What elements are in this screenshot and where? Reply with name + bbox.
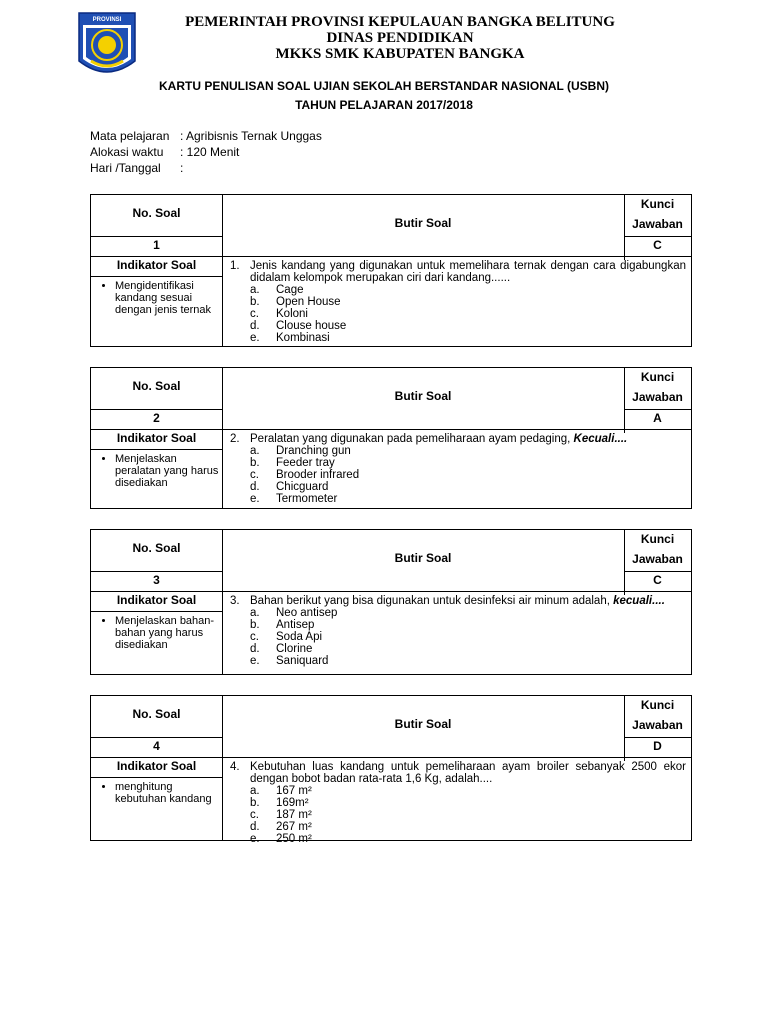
butir-soal-label: Butir Soal <box>394 551 452 565</box>
meta-date-value: : <box>180 161 184 175</box>
option-text: Kombinasi <box>276 332 330 344</box>
option-text: 167 m² <box>276 785 312 797</box>
answer-option <box>250 833 686 845</box>
indikator-label: Indikator Soal <box>116 431 197 445</box>
answer-option <box>250 493 686 505</box>
option-letter: a. <box>250 445 260 457</box>
answer-option <box>250 655 686 667</box>
option-text: Chicguard <box>276 481 329 493</box>
question-keyword: kecuali.... <box>613 595 665 607</box>
option-letter: d. <box>250 320 260 332</box>
option-text: Antisep <box>276 619 315 631</box>
indicator <box>93 781 221 805</box>
meta-date-label: Hari /Tanggal <box>90 161 161 175</box>
question-card <box>90 529 692 675</box>
meta-time-label: Alokasi waktu <box>90 145 164 159</box>
butir-soal-label: Butir Soal <box>394 389 452 403</box>
question-number: 4 <box>153 739 160 753</box>
jawaban-label: Jawaban <box>632 217 683 231</box>
answer-option <box>250 296 686 308</box>
kunci-label: Kunci <box>640 698 675 712</box>
answer-option <box>250 785 686 797</box>
option-text: Brooder infrared <box>276 469 360 481</box>
option-letter: c. <box>250 308 259 320</box>
question-body <box>230 260 686 344</box>
answer-key: A <box>653 411 662 425</box>
document-year: TAHUN PELAJARAN 2017/2018 <box>295 98 473 112</box>
kunci-label: Kunci <box>640 370 675 384</box>
kunci-label: Kunci <box>640 197 675 211</box>
logo-text: PROVINSI <box>92 17 122 23</box>
answer-key: C <box>653 573 662 587</box>
indicator <box>93 615 221 651</box>
no-soal-label: No. Soal <box>132 707 181 721</box>
option-letter: b. <box>250 296 260 308</box>
jawaban-label: Jawaban <box>632 552 683 566</box>
answer-option <box>250 631 686 643</box>
answer-option <box>250 809 686 821</box>
option-letter: d. <box>250 481 260 493</box>
answer-option <box>250 607 686 619</box>
option-text: Open House <box>276 296 341 308</box>
header-line-2: DINAS PENDIDIKAN <box>326 30 474 46</box>
option-text: 187 m² <box>276 809 312 821</box>
option-letter: a. <box>250 284 260 296</box>
option-text: Soda Api <box>276 631 323 643</box>
question-stem: Jenis kandang yang digunakan untuk memelihara ternak dengan cara digabungkan didalam kelompok merupakan ciri dari kandang...... <box>250 260 686 284</box>
answer-option <box>250 332 686 344</box>
indicator-text: • menghitung kebutuhan kandang <box>115 781 221 805</box>
option-text: Feeder tray <box>276 457 335 469</box>
option-letter: c. <box>250 631 259 643</box>
answer-option <box>250 308 686 320</box>
no-soal-label: No. Soal <box>132 541 181 555</box>
meta-time <box>90 145 239 160</box>
option-letter: a. <box>250 607 260 619</box>
no-soal-label: No. Soal <box>132 379 181 393</box>
option-letter: b. <box>250 797 260 809</box>
option-letter: e. <box>250 655 260 667</box>
option-text: Cage <box>276 284 304 296</box>
answer-option <box>250 320 686 332</box>
question-stem: Kebutuhan luas kandang untuk pemeliharaan ayam broiler sebanyak 2500 ekor dengan bobot badan rata-rata 1,6 Kg, adalah.... <box>250 761 686 785</box>
question-body <box>230 595 686 667</box>
question-item-number: 3. <box>230 595 240 607</box>
option-text: Clorine <box>276 643 313 655</box>
indikator-label: Indikator Soal <box>116 593 197 607</box>
no-soal-label: No. Soal <box>132 206 181 220</box>
option-letter: d. <box>250 643 260 655</box>
option-text: Dranching gun <box>276 445 351 457</box>
kunci-label: Kunci <box>640 532 675 546</box>
meta-subject-label: Mata pelajaran <box>90 129 170 143</box>
question-card <box>90 194 692 347</box>
answer-option <box>250 619 686 631</box>
option-text: Neo antisep <box>276 607 338 619</box>
indicator-text: • Mengidentifikasi kandang sesuai dengan jenis ternak <box>115 280 221 316</box>
meta-subject <box>90 129 322 144</box>
option-letter: d. <box>250 821 260 833</box>
indicator <box>93 280 221 316</box>
indicator-text: • Menjelaskan peralatan yang harus disediakan <box>115 453 221 489</box>
answer-option <box>250 481 686 493</box>
option-letter: c. <box>250 809 259 821</box>
question-number: 2 <box>153 411 160 425</box>
question-body <box>230 761 686 845</box>
question-item-number: 4. <box>230 761 240 773</box>
option-text: 267 m² <box>276 821 312 833</box>
option-text: Saniquard <box>276 655 329 667</box>
option-text: Clouse house <box>276 320 347 332</box>
question-card <box>90 367 692 509</box>
answer-option <box>250 821 686 833</box>
answer-key: D <box>653 739 662 753</box>
province-logo <box>77 11 137 79</box>
option-letter: a. <box>250 785 260 797</box>
question-number: 3 <box>153 573 160 587</box>
option-letter: b. <box>250 619 260 631</box>
answer-option <box>250 457 686 469</box>
question-keyword: Kecuali.... <box>573 433 628 445</box>
butir-soal-label: Butir Soal <box>394 216 452 230</box>
indicator-text: • Menjelaskan bahan-bahan yang harus disediakan <box>115 615 221 651</box>
question-body <box>230 433 686 505</box>
question-stem: Bahan berikut yang bisa digunakan untuk desinfeksi air minum adalah, <box>250 595 610 607</box>
question-number: 1 <box>153 238 160 252</box>
question-card <box>90 695 692 845</box>
option-text: 169m² <box>276 797 309 809</box>
header-line-1: PEMERINTAH PROVINSI KEPULAUAN BANGKA BELITUNG <box>185 14 615 30</box>
jawaban-label: Jawaban <box>632 718 683 732</box>
question-item-number: 2. <box>230 433 240 445</box>
document-title: KARTU PENULISAN SOAL UJIAN SEKOLAH BERSTANDAR NASIONAL (USBN) <box>158 79 610 93</box>
answer-option <box>250 284 686 296</box>
answer-option <box>250 643 686 655</box>
option-letter: c. <box>250 469 259 481</box>
jawaban-label: Jawaban <box>632 390 683 404</box>
option-letter: e. <box>250 833 260 845</box>
option-letter: e. <box>250 332 260 344</box>
answer-option <box>250 445 686 457</box>
option-text: Termometer <box>276 493 338 505</box>
question-item-number: 1. <box>230 260 240 272</box>
meta-subject-value: : Agribisnis Ternak Unggas <box>180 129 322 143</box>
butir-soal-label: Butir Soal <box>394 717 452 731</box>
option-text: 250 m² <box>276 833 312 845</box>
header-line-3: MKKS SMK KABUPATEN BANGKA <box>275 46 525 62</box>
answer-option <box>250 469 686 481</box>
question-stem: Peralatan yang digunakan pada pemeliharaan ayam pedaging, <box>250 433 571 445</box>
answer-option <box>250 797 686 809</box>
indicator <box>93 453 221 489</box>
indikator-label: Indikator Soal <box>116 759 197 773</box>
option-letter: b. <box>250 457 260 469</box>
meta-date <box>90 161 183 176</box>
option-letter: e. <box>250 493 260 505</box>
indikator-label: Indikator Soal <box>116 258 197 272</box>
meta-time-value: : 120 Menit <box>180 145 240 159</box>
option-text: Koloni <box>276 308 308 320</box>
answer-key: C <box>653 238 662 252</box>
